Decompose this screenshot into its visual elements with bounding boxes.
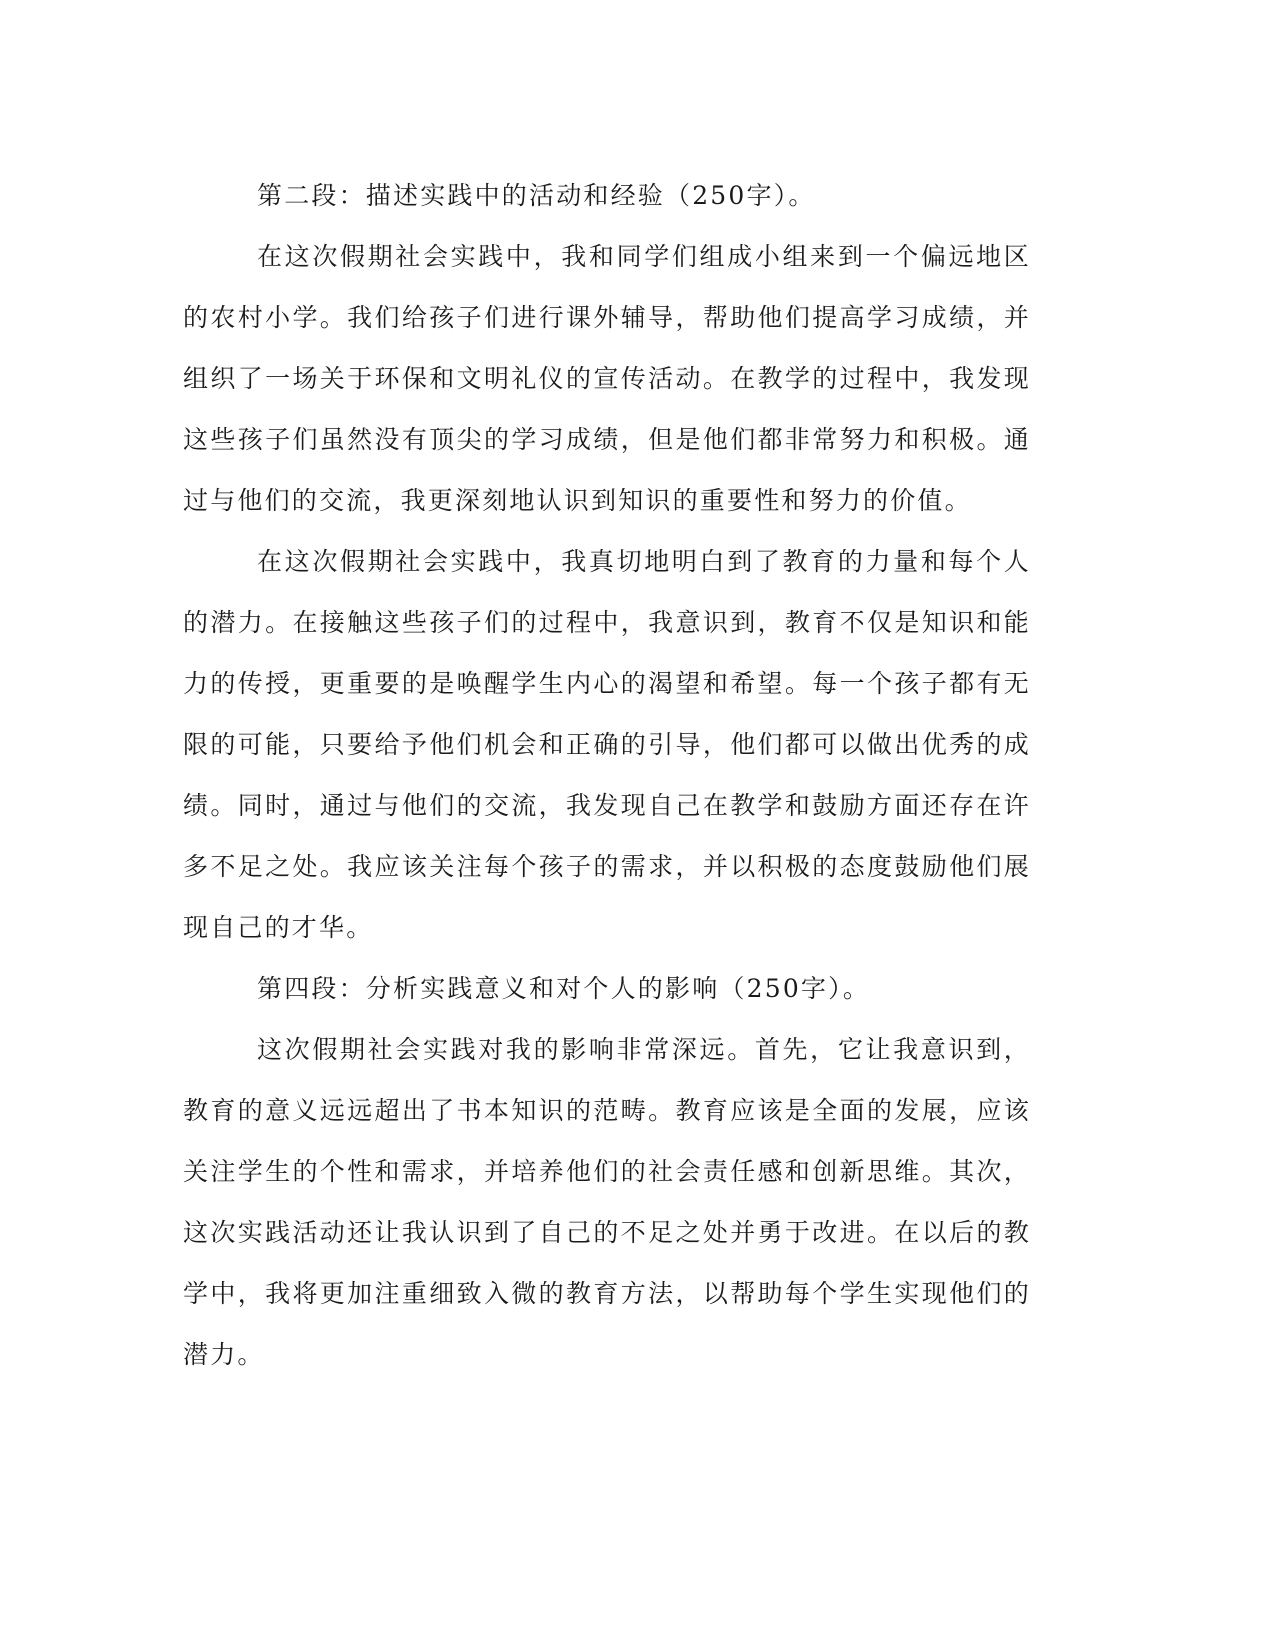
section-2-paragraph-2: 在这次假期社会实践中，我真切地明白到了教育的力量和每个人的潜力。在接触这些孩子们的过程中，我意识到，教育不仅是知识和能力的传授，更重要的是唤醒学生内心的渴望和希望。每一个孩子都有无限的可能，只要给予他们机会和正确的引导，他们都可以做出优秀的成绩。同时，通过与他们的交流，我发现自己在教学和鼓励方面还存在许多不足之处。我应该关注每个孩子的需求，并以积极的态度鼓励他们展现自己的才华。 (183, 547, 1031, 942)
document-body (183, 165, 1031, 1385)
section-4-paragraph-1: 这次假期社会实践对我的影响非常深远。首先，它让我意识到，教育的意义远远超出了书本知识的范畴。教育应该是全面的发展，应该关注学生的个性和需求，并培养他们的社会责任感和创新思维。其次，这次实践活动还让我认识到了自己的不足之处并勇于改进。在以后的教学中，我将更加注重细致入微的教育方法，以帮助每个学生实现他们的潜力。 (183, 1035, 1031, 1369)
section-4-heading: 第四段：分析实践意义和对个人的影响（250字）。 (257, 974, 871, 1003)
section-2-paragraph-1: 在这次假期社会实践中，我和同学们组成小组来到一个偏远地区的农村小学。我们给孩子们进行课外辅导，帮助他们提高学习成绩，并组织了一场关于环保和文明礼仪的宣传活动。在教学的过程中，我发现这些孩子们虽然没有顶尖的学习成绩，但是他们都非常努力和积极。通过与他们的交流，我更深刻地认识到知识的重要性和努力的价值。 (183, 242, 1031, 515)
section-2-heading: 第二段：描述实践中的活动和经验（250字）。 (257, 181, 816, 210)
